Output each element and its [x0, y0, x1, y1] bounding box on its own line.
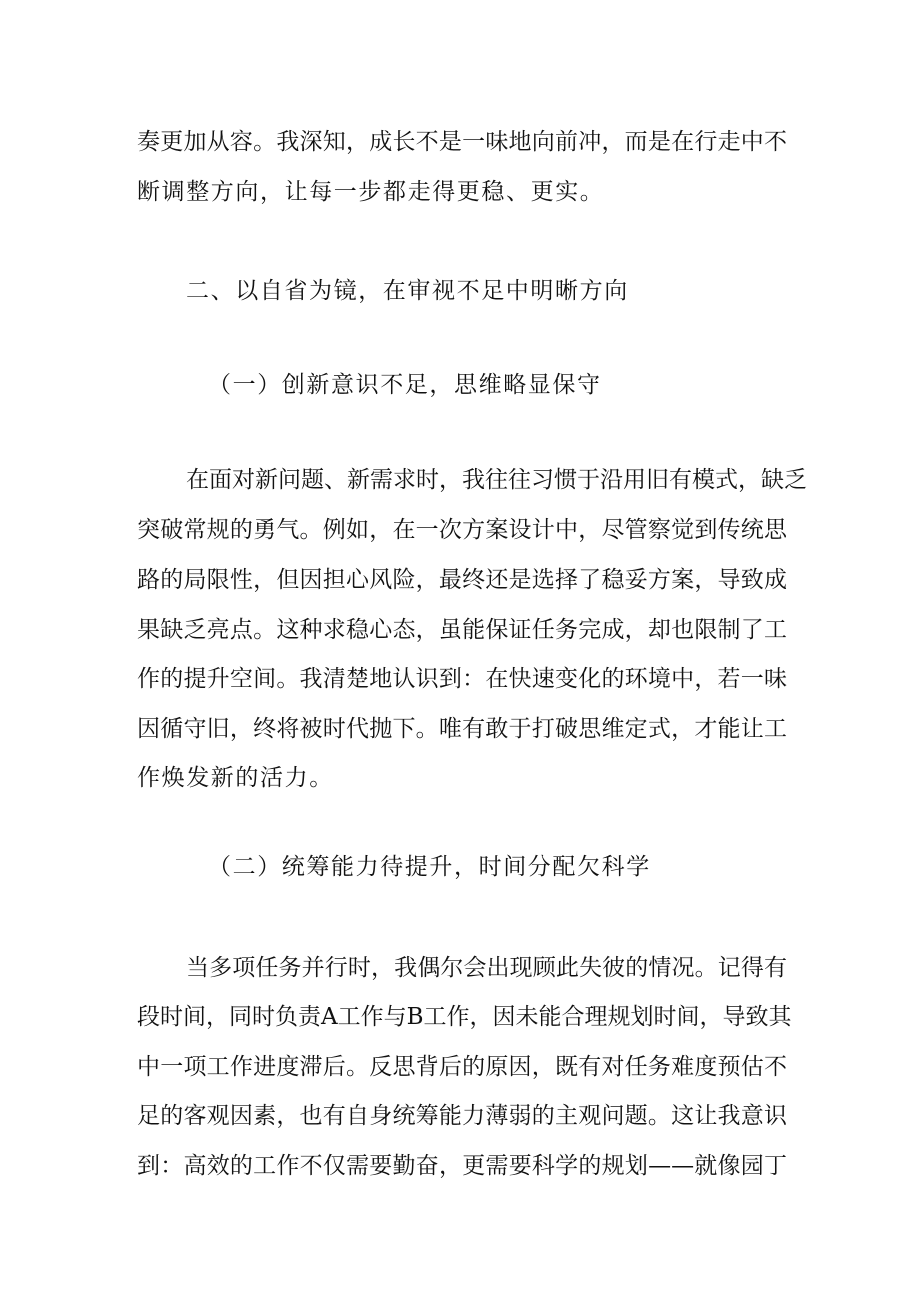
paragraph-line: 作焕发新的活力。 [137, 765, 334, 791]
paragraph-line: 果缺乏亮点。这种求稳心态，虽能保证任务完成，却也限制了工 [137, 617, 787, 643]
paragraph-line: 断调整方向，让每一步都走得更稳、更实。 [137, 179, 605, 205]
paragraph-line: 在面对新问题、新需求时，我往往习惯于沿用旧有模式，缺乏 [186, 467, 807, 493]
subheading-coordination: （二）统筹能力待提升，时间分配欠科学 [208, 854, 651, 880]
paragraph-line: 因循守旧，终将被时代抛下。唯有敢于打破思维定式，才能让工 [137, 716, 787, 742]
paragraph-line: 突破常规的勇气。例如，在一次方案设计中，尽管察觉到传统思 [137, 517, 787, 543]
paragraph-line: 作的提升空间。我清楚地认识到：在快速变化的环境中，若一味 [137, 666, 787, 692]
paragraph-line: 路的局限性，但因担心风险，最终还是选择了稳妥方案，导致成 [137, 567, 787, 593]
paragraph-line: 足的客观因素，也有自身统筹能力薄弱的主观问题。这让我意识 [137, 1103, 787, 1129]
paragraph-line: 奏更加从容。我深知，成长不是一味地向前冲，而是在行走中不 [137, 129, 787, 155]
subheading-innovation: （一）创新意识不足，思维略显保守 [208, 372, 602, 398]
paragraph-line: 中一项工作进度滞后。反思背后的原因，既有对任务难度预估不 [137, 1054, 787, 1080]
section-heading: 二、以自省为镜，在审视不足中明晰方向 [186, 278, 629, 304]
paragraph-line: 当多项任务并行时，我偶尔会出现顾此失彼的情况。记得有 [186, 955, 787, 981]
paragraph-line: 段时间，同时负责A工作与B工作，因未能合理规划时间，导致其 [137, 1004, 792, 1030]
paragraph-line: 到：高效的工作不仅需要勤奋，更需要科学的规划——就像园丁 [137, 1153, 787, 1179]
